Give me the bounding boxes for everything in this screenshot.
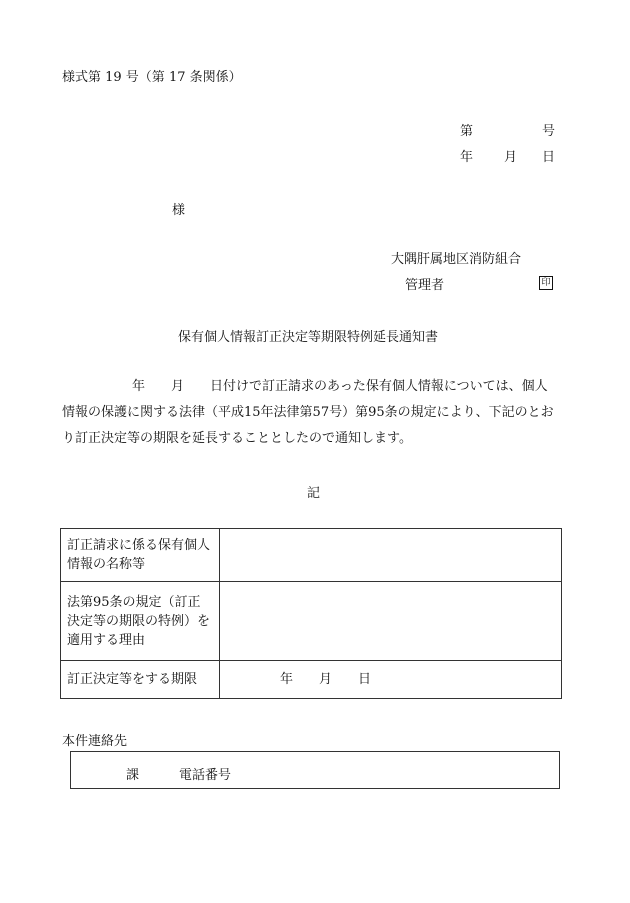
cell-info-name-label: 訂正請求に係る保有個人情報の名称等 (61, 529, 220, 582)
table-row (61, 582, 562, 661)
seal-mark: 印 (539, 276, 553, 290)
table-row (61, 529, 562, 582)
form-number: 様式第 19 号（第 17 条関係） (62, 70, 242, 85)
issue-number (460, 120, 556, 139)
contact-phone-label: 電話番号 (179, 768, 232, 783)
contact-box (70, 751, 560, 789)
issue-date (460, 146, 556, 165)
cell-deadline-label: 訂正決定等をする期限 (61, 661, 220, 699)
contact-label: 本件連絡先 (62, 734, 128, 749)
notice-body-line-3: り訂正決定等の期限を延長することとしたので通知します。 (62, 431, 412, 446)
recipient: 様 (172, 203, 186, 218)
sender-organization: 大隅肝属地区消防組合 (391, 252, 522, 267)
issue-date-day: 日 (542, 150, 556, 165)
notice-body-line-2: 情報の保護に関する法律（平成15年法律第57号）第95条の規定により、下記のとお (62, 405, 554, 420)
details-table (60, 528, 562, 699)
contact-department: 課 (126, 768, 140, 783)
cell-reason-label: 法第95条の規定（訂正決定等の期限の特例）を適用する理由 (61, 582, 220, 661)
notice-body-line-1: 年 月 日付けで訂正請求のあった保有個人情報については、個人 (132, 379, 548, 394)
issue-date-year: 年 (460, 150, 474, 165)
issue-number-dai: 第 (460, 124, 474, 139)
cell-reason-value[interactable] (220, 582, 562, 661)
cell-info-name-value[interactable] (220, 529, 562, 582)
document-title: 保有個人情報訂正決定等期限特例延長通知書 (178, 330, 439, 345)
ki-heading: 記 (307, 486, 321, 501)
sender-title: 管理者 (405, 278, 445, 293)
table-row (61, 661, 562, 699)
notice-body (62, 374, 574, 452)
issue-number-go: 号 (542, 124, 556, 139)
cell-deadline-value[interactable]: 年 月 日 (220, 661, 562, 699)
issue-date-month: 月 (504, 150, 518, 165)
